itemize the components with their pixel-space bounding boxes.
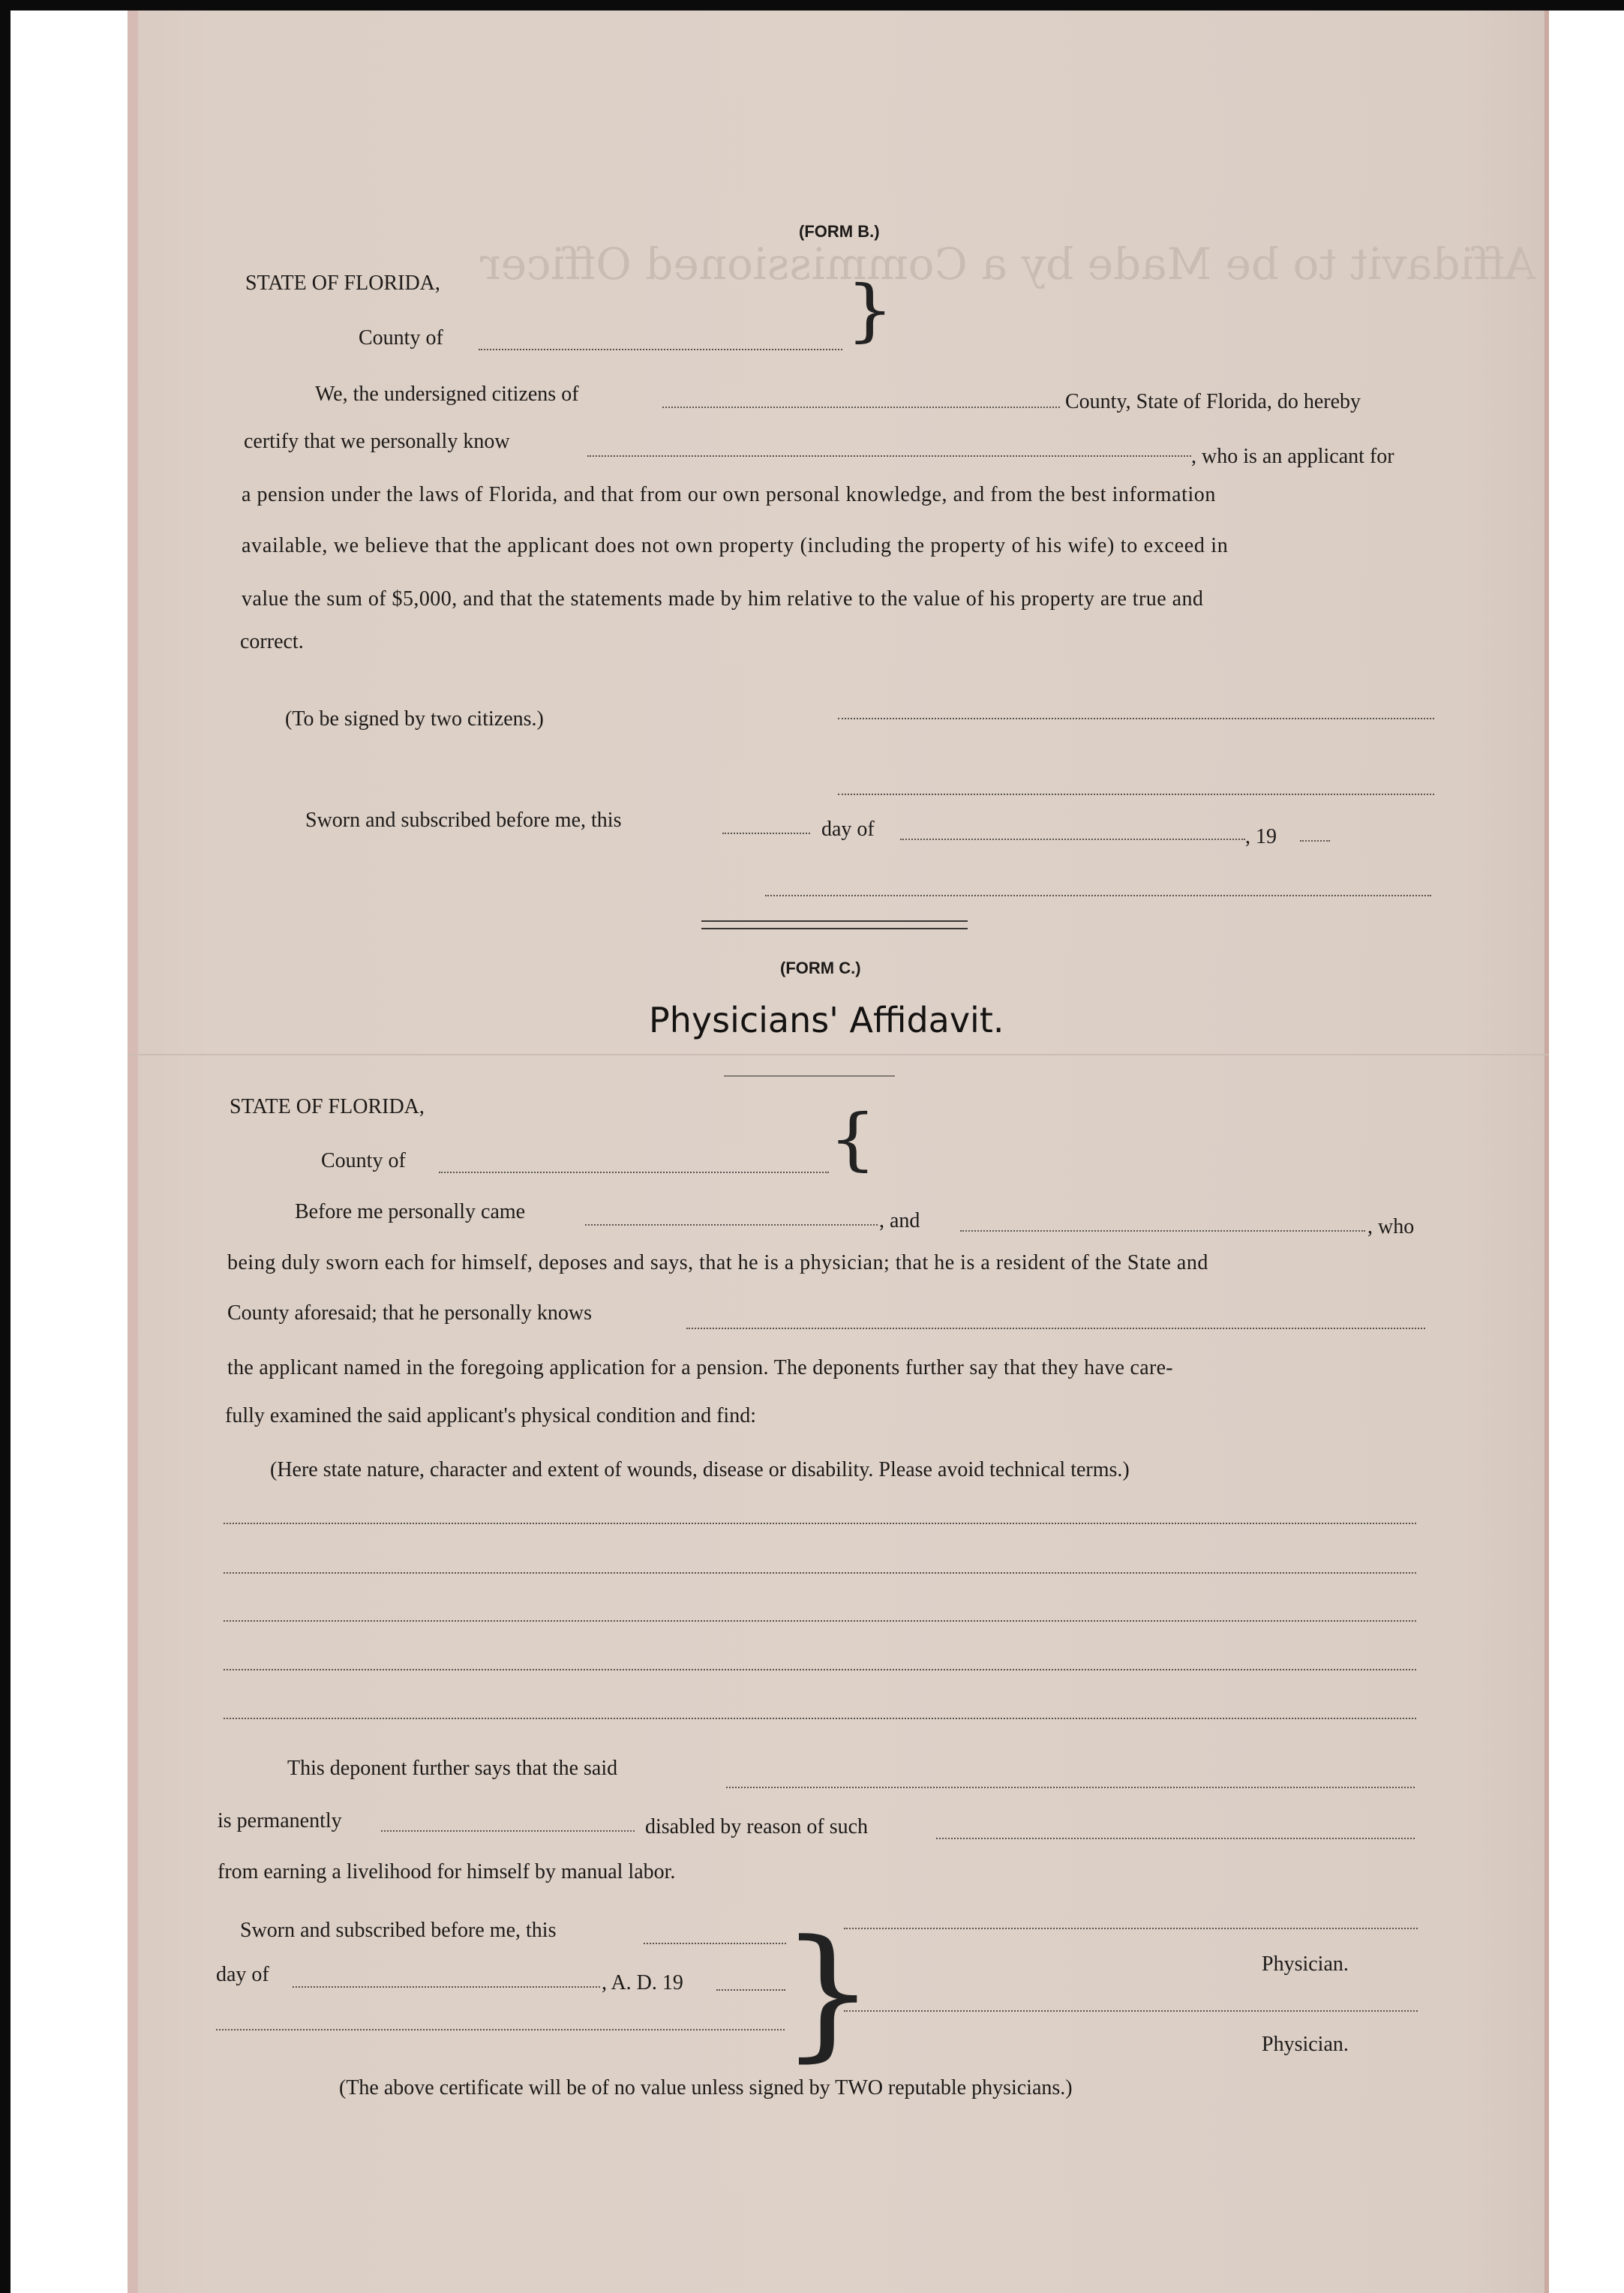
physician-2-signature[interactable] [844, 2010, 1418, 2012]
form-c-deponent-1: This deponent further says that the said [287, 1757, 618, 1780]
form-b-applicant-field[interactable] [587, 455, 1191, 457]
form-c-officer-signature[interactable] [216, 2029, 785, 2030]
form-c-line-2: being duly sworn each for himself, deposes and says, that he is a physician; that he is a resident of the State and [227, 1251, 1208, 1274]
form-c-county: County of [321, 1149, 406, 1172]
form-c-brace: { [829, 1099, 877, 1179]
form-c-state: STATE OF FLORIDA, [230, 1095, 425, 1118]
form-c-line-5: fully examined the said applicant's physical condition and find: [225, 1404, 756, 1427]
scan-border-left [0, 0, 11, 2293]
form-c-reason-field[interactable] [936, 1838, 1415, 1839]
form-b-sworn-a: Sworn and subscribed before me, this [305, 809, 622, 832]
scan-border-top [0, 0, 1624, 11]
form-b-label: (FORM B.) [799, 222, 880, 241]
form-c-physician-1-field[interactable] [585, 1224, 878, 1226]
form-c-permanently-field[interactable] [381, 1830, 635, 1832]
section-divider-bottom [701, 928, 968, 929]
form-b-signed-note: (To be signed by two citizens.) [285, 707, 544, 731]
form-b-para-4: available, we believe that the applicant does not own property (including the property of his wife) to exceed in [242, 534, 1229, 557]
form-c-line-1c: , who [1367, 1215, 1415, 1238]
form-c-deponent-3: from earning a livelihood for himself by manual labor. [218, 1860, 676, 1883]
form-c-said-field[interactable] [726, 1787, 1415, 1788]
form-c-sworn-year-field[interactable] [716, 1989, 785, 1991]
physician-1-signature[interactable] [844, 1928, 1418, 1929]
form-b-para-2a: certify that we personally know [244, 430, 510, 453]
condition-line-5[interactable] [224, 1718, 1416, 1719]
form-b-para-1a: We, the undersigned citizens of [315, 383, 579, 406]
form-c-sworn-month-field[interactable] [293, 1986, 600, 1988]
section-divider-top [701, 920, 968, 922]
form-c-line-1b: , and [879, 1209, 920, 1232]
form-b-sworn-c: , 19 [1245, 825, 1277, 848]
form-b-sworn-b: day of [821, 818, 875, 841]
form-b-para-2b: , who is an applicant for [1191, 445, 1394, 468]
form-c-sworn-day-field[interactable] [644, 1943, 786, 1944]
form-b-state: STATE OF FLORIDA, [245, 272, 440, 295]
form-b-signature-2[interactable] [838, 794, 1434, 795]
physician-2-label: Physician. [1262, 2033, 1349, 2056]
form-b-brace: } [846, 270, 894, 350]
form-c-sworn-2a: day of [216, 1963, 269, 1986]
condition-line-4[interactable] [224, 1669, 1416, 1670]
form-c-line-3: County aforesaid; that he personally knows [227, 1301, 593, 1325]
form-c-line-4: the applicant named in the foregoing application for a pension. The deponents further say that they have care- [227, 1356, 1173, 1379]
form-b-sworn-month-field[interactable] [900, 839, 1245, 840]
form-c-sworn-1: Sworn and subscribed before me, this [240, 1919, 557, 1942]
physician-1-label: Physician. [1262, 1952, 1349, 1976]
form-b-officer-signature[interactable] [765, 895, 1431, 896]
form-b-county-field[interactable] [479, 349, 842, 350]
form-c-title: Physicians' Affidavit. [649, 1000, 1004, 1040]
form-c-line-6: (Here state nature, character and extent of wounds, disease or disability. Please avoid technical terms.) [270, 1458, 1130, 1481]
form-c-county-field[interactable] [439, 1172, 829, 1173]
form-c-footer-note: (The above certificate will be of no value unless signed by TWO reputable physicians.) [339, 2076, 1073, 2099]
form-b-para-1b: County, State of Florida, do hereby [1065, 390, 1361, 413]
form-b-sworn-year-field[interactable] [1300, 840, 1330, 842]
form-c-sworn-brace: } [780, 1909, 876, 2076]
form-b-para-3: a pension under the laws of Florida, and that from our own personal knowledge, and from the best information [242, 483, 1216, 506]
form-c-deponent-2a: is permanently [218, 1809, 342, 1832]
condition-line-1[interactable] [224, 1523, 1416, 1524]
form-b-sworn-day-field[interactable] [722, 833, 810, 834]
form-b-para-6: correct. [240, 630, 304, 653]
form-c-deponent-2b: disabled by reason of such [645, 1815, 869, 1838]
form-b-para-5: value the sum of $5,000, and that the statements made by him relative to the value of his property are true and [242, 587, 1204, 611]
condition-line-3[interactable] [224, 1620, 1416, 1622]
condition-line-2[interactable] [224, 1572, 1416, 1574]
form-c-sworn-2b: , A. D. 19 [602, 1971, 683, 1994]
form-b-citizens-county-field[interactable] [662, 407, 1060, 408]
form-c-line-1a: Before me personally came [295, 1200, 526, 1223]
form-b-county: County of [359, 326, 443, 350]
form-c-label: (FORM C.) [780, 959, 861, 977]
bleed-through-heading: Affidavit to be Made by a Commissioned Officer [480, 239, 1536, 290]
form-c-applicant-field[interactable] [686, 1328, 1425, 1329]
paper-fold [128, 1054, 1549, 1055]
form-c-physician-2-field[interactable] [960, 1230, 1365, 1232]
form-b-signature-1[interactable] [838, 718, 1434, 719]
